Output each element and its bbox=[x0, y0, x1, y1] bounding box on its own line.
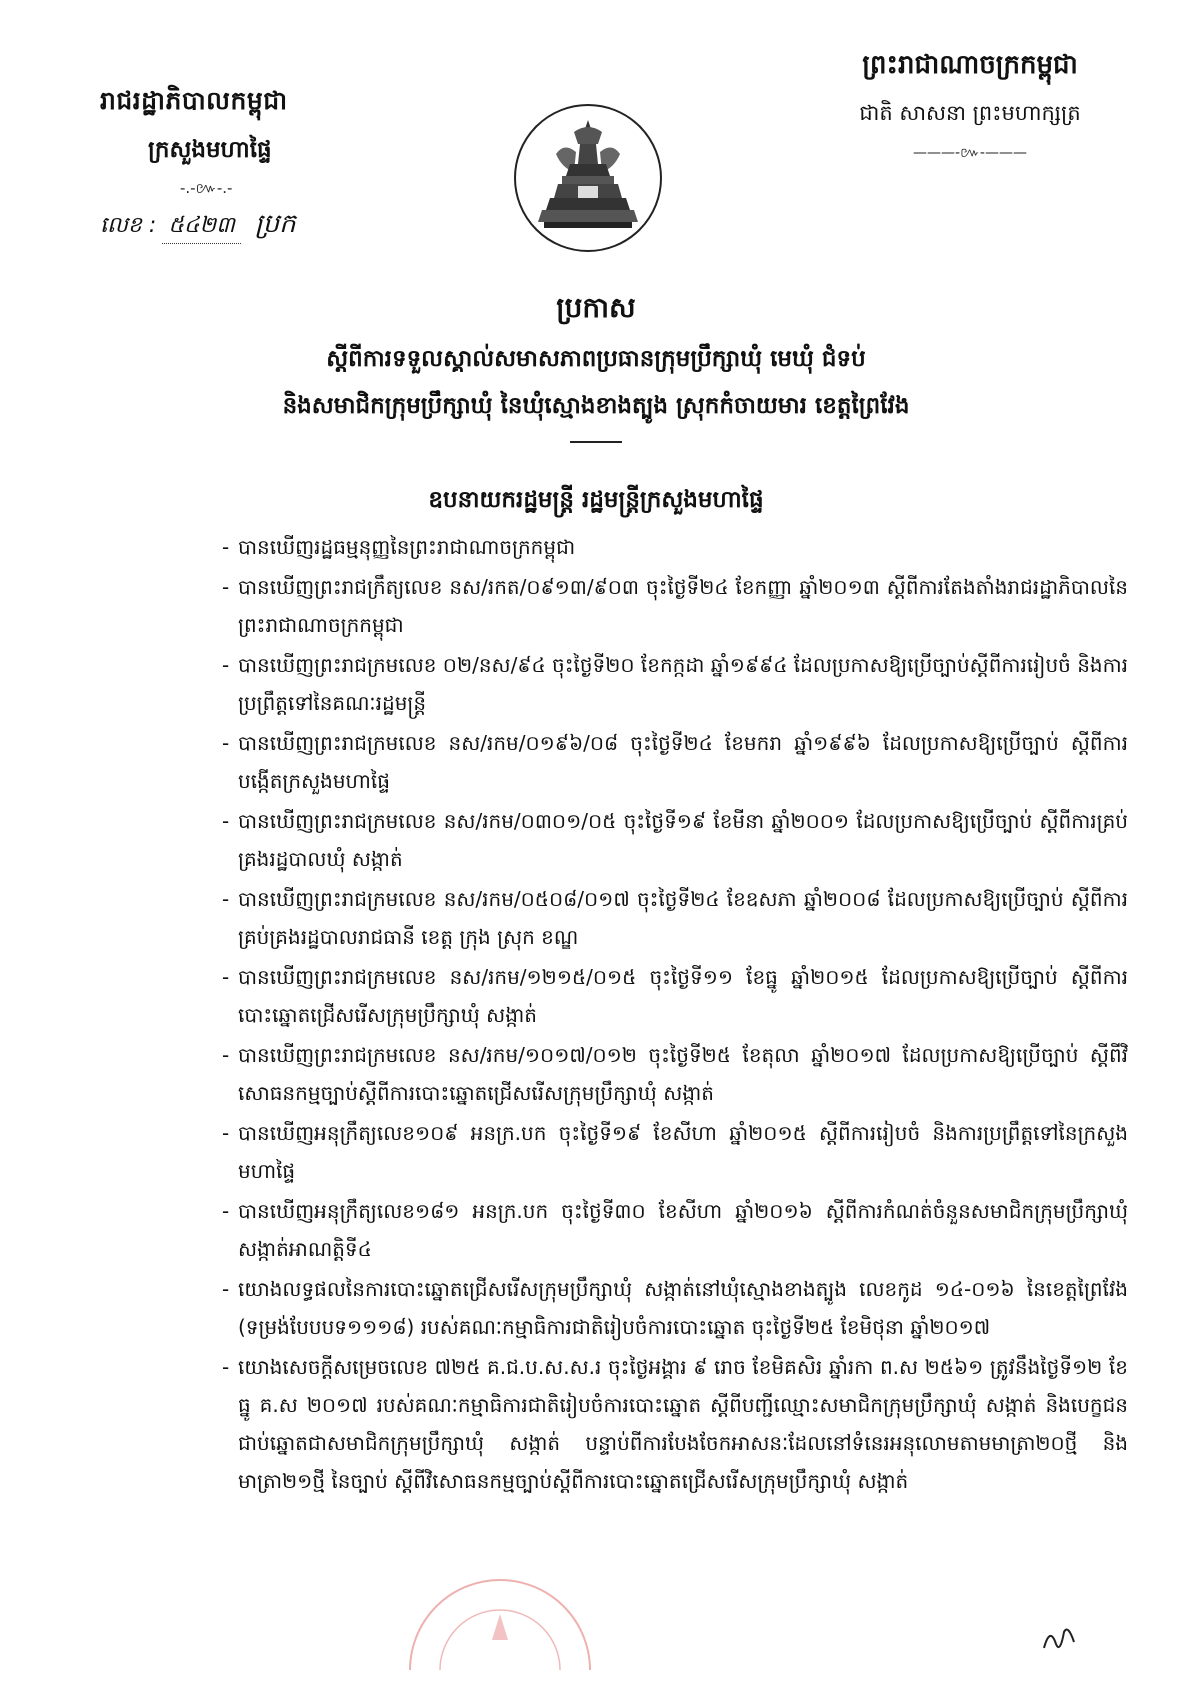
preamble-item-text: បានឃើញព្រះរាជក្រឹត្យលេខ នស/រកត/០៩១៣/៩០៣ ចុះថ្ងៃទី២៤ ខែកញ្ញា ឆ្នាំ២០១៣ ស្តីពីការតែងតាំងរាជរដ្ឋាភិបាលនៃព្រះរាជាណាចក្រកម្ពុជា bbox=[238, 575, 1128, 637]
preamble-item bbox=[222, 528, 1128, 566]
preamble-item-text: បានឃើញព្រះរាជក្រមលេខ ០២/នស/៩៤ ចុះថ្ងៃទី២០ ខែកក្កដា ឆ្នាំ១៩៩៤ ដែលប្រកាសឱ្យប្រើច្បាប់ស្តីពីការរៀបចំ និងការប្រព្រឹត្តទៅនៃគណៈរដ្ឋមន្ត្រី bbox=[238, 653, 1128, 715]
kingdom-header bbox=[800, 48, 1140, 164]
list-dash: - bbox=[222, 887, 230, 911]
list-dash: - bbox=[222, 653, 230, 677]
ministry-name: ក្រសួងមហាផ្ទៃ bbox=[148, 137, 272, 163]
preamble-item-text: បានឃើញអនុក្រឹត្យលេខ១៨១ អនក្រ.បក ចុះថ្ងៃទី៣០ ខែសីហា ឆ្នាំ២០១៦ ស្តីពីការកំណត់ចំនួនសមាជិកក្រុមប្រឹក្សាឃុំ សង្កាត់អាណត្តិទី៤ bbox=[238, 1199, 1128, 1261]
preamble-list bbox=[222, 528, 1128, 1502]
preamble-item bbox=[222, 724, 1128, 800]
preamble-item-text: បានឃើញព្រះរាជក្រមលេខ នស/រកម/០៣០១/០៥ ចុះថ្ងៃទី១៩ ខែមីនា ឆ្នាំ២០០១ ដែលប្រកាសឱ្យប្រើច្បាប់ ស្តីពីការគ្រប់គ្រងរដ្ឋបាលឃុំ សង្កាត់ bbox=[238, 809, 1128, 871]
list-dash: - bbox=[222, 1277, 230, 1301]
preamble-item-text: បានឃើញព្រះរាជក្រមលេខ នស/រកម/១០១៧/០១២ ចុះថ្ងៃទី២៥ ខែតុលា ឆ្នាំ២០១៧ ដែលប្រកាសឱ្យប្រើច្បាប់ ស្តីពីវិសោធនកម្មច្បាប់ស្តីពីការបោះឆ្នោតជ្រើសរើសក្រុមប្រឹក្សាឃុំ សង្កាត់ bbox=[238, 1043, 1128, 1105]
official-seal-stamp-icon bbox=[400, 1570, 600, 1670]
preamble-item bbox=[222, 1348, 1128, 1500]
list-dash: - bbox=[222, 731, 230, 755]
preamble-item-text: យោងលទ្ធផលនៃការបោះឆ្នោតជ្រើសរើសក្រុមប្រឹក្សាឃុំ សង្កាត់នៅឃុំស្មោងខាងត្បូង លេខកូដ ១៤-០១៦ នៃខេត្តព្រៃវែង (ទម្រង់បែបបទ១១១៨) របស់គណៈកម្មាធិការជាតិរៀបចំការបោះឆ្នោត ចុះថ្ងៃទី២៥ ខែមិថុនា ឆ្នាំ២០១៧ bbox=[238, 1277, 1128, 1339]
national-motto: ជាតិ សាសនា ព្រះមហាក្សត្រ bbox=[859, 101, 1081, 125]
list-dash: - bbox=[222, 965, 230, 989]
document-title-line2: និងសមាជិកក្រុមប្រឹក្សាឃុំ នៃឃុំស្មោងខាងត្បូង ស្រុកកំចាយមារ ខេត្តព្រៃវែង bbox=[282, 393, 910, 419]
ministry-emblem-icon bbox=[512, 102, 664, 254]
preamble-item bbox=[222, 568, 1128, 644]
reference-number: ៥៤២៣ bbox=[162, 211, 241, 244]
government-name: រាជរដ្ឋាភិបាលកម្ពុជា bbox=[100, 86, 288, 115]
list-dash: - bbox=[222, 809, 230, 833]
preamble-item bbox=[222, 880, 1128, 956]
preamble-item-text: បានឃើញរដ្ឋធម្មនុញ្ញនៃព្រះរាជាណាចក្រកម្ពុជា bbox=[238, 535, 576, 559]
list-dash: - bbox=[222, 1121, 230, 1145]
list-dash: - bbox=[222, 575, 230, 599]
kingdom-name: ព្រះរាជាណាចក្រកម្ពុជា bbox=[862, 50, 1078, 80]
preamble-item bbox=[222, 1192, 1128, 1268]
header-ornament-right: ———-៚-——— bbox=[913, 145, 1027, 161]
preamble-item bbox=[222, 802, 1128, 878]
preamble-item-text: បានឃើញព្រះរាជក្រមលេខ នស/រកម/០៥០៨/០១៧ ចុះថ្ងៃទី២៤ ខែឧសភា ឆ្នាំ២០០៨ ដែលប្រកាសឱ្យប្រើច្បាប់ ស្តីពីការគ្រប់គ្រងរដ្ឋបាលរាជធានី ខេត្ត ក្រុង ស្រុក ខណ្ឌ bbox=[238, 887, 1128, 949]
document-title-line1: ស្តីពីការទទួលស្គាល់សមាសភាពប្រធានក្រុមប្រឹក្សាឃុំ មេឃុំ ជំទប់ bbox=[326, 346, 866, 372]
preamble-item bbox=[222, 958, 1128, 1034]
title-divider bbox=[570, 441, 622, 443]
document-type: ប្រកាស bbox=[556, 291, 636, 324]
preamble-item bbox=[222, 1114, 1128, 1190]
preamble-item-text: បានឃើញព្រះរាជក្រមលេខ នស/រកម/១២១៥/០១៥ ចុះថ្ងៃទី១១ ខែធ្នូ ឆ្នាំ២០១៥ ដែលប្រកាសឱ្យប្រើច្បាប់ ស្តីពីការបោះឆ្នោតជ្រើសរើសក្រុមប្រឹក្សាឃុំ សង្កាត់ bbox=[238, 965, 1128, 1027]
preamble-item-text: បានឃើញព្រះរាជក្រមលេខ នស/រកម/០១៩៦/០៨ ចុះថ្ងៃទី២៤ ខែមករា ឆ្នាំ១៩៩៦ ដែលប្រកាសឱ្យប្រើច្បាប់ ស្តីពីការបង្កើតក្រសួងមហាផ្ទៃ bbox=[238, 731, 1128, 793]
reference-label: លេខ : bbox=[100, 213, 157, 238]
government-header bbox=[100, 86, 400, 245]
list-dash: - bbox=[222, 1043, 230, 1067]
reference-suffix: ប្រក bbox=[254, 209, 296, 239]
preamble-item-text: បានឃើញអនុក្រឹត្យលេខ១០៩ អនក្រ.បក ចុះថ្ងៃទី១៩ ខែសីហា ឆ្នាំ២០១៥ ស្តីពីការរៀបចំ និងការប្រព្រឹត្តទៅនៃក្រសួងមហាផ្ទៃ bbox=[238, 1121, 1128, 1183]
title-block bbox=[120, 290, 1072, 443]
preamble-item bbox=[222, 646, 1128, 722]
list-dash: - bbox=[222, 1199, 230, 1223]
header-ornament-left: -.-៚-.- bbox=[180, 179, 233, 197]
preamble-item bbox=[222, 1036, 1128, 1112]
preamble-item bbox=[222, 1270, 1128, 1346]
initials-signature-icon bbox=[1040, 1620, 1080, 1656]
preamble-item-text: យោងសេចក្តីសម្រេចលេខ ៧២៥ គ.ជ.ប.ស.ស.រ ចុះថ្ងៃអង្គារ ៩ រោច ខែមិគសិរ ឆ្នាំរកា ព.ស ២៥៦១ ត្រូវនឹងថ្ងៃទី១២ ខែធ្នូ គ.ស ២០១៧ របស់គណៈកម្មាធិការជាតិរៀបចំការបោះឆ្នោត ស្តីពីបញ្ជីឈ្មោះសមាជិកក្រុមប្រឹក្សាឃុំ សង្កាត់ និងបេក្ខជនជាប់ឆ្នោតជាសមាជិកក្រុមប្រឹក្សាឃុំ សង្កាត់ បន្ទាប់ពីការបែងចែកអាសនៈដែលនៅទំនេរអនុលោមតាមមាត្រា២០ថ្មី និងមាត្រា២១ថ្មី នៃច្បាប់ ស្តីពីវិសោធនកម្មច្បាប់ស្តីពីការបោះឆ្នោតជ្រើសរើសក្រុមប្រឹក្សាឃុំ សង្កាត់ bbox=[238, 1355, 1128, 1493]
list-dash: - bbox=[222, 1355, 230, 1379]
issuing-authority: ឧបនាយករដ្ឋមន្ត្រី រដ្ឋមន្ត្រីក្រសួងមហាផ្ទៃ bbox=[428, 487, 764, 513]
reference-number-row bbox=[100, 207, 400, 245]
list-dash: - bbox=[222, 535, 230, 559]
